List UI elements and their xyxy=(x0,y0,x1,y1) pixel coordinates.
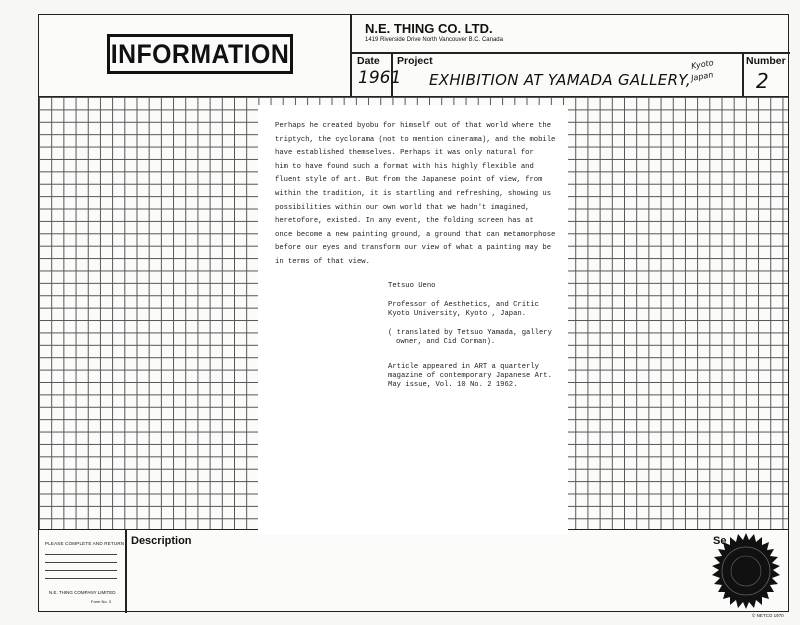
seal-label: Se xyxy=(713,535,727,547)
text-line: fluent style of art. But from the Japanese point of view, from xyxy=(275,176,543,185)
write-line xyxy=(45,562,117,563)
text-line: have established themselves. Perhaps it was only natural for xyxy=(275,149,534,158)
complete-label: PLEASE COMPLETE AND RETURN xyxy=(45,541,125,546)
information-form xyxy=(38,14,789,612)
source-note xyxy=(388,363,552,390)
author-name: Tetsuo Ueno xyxy=(388,282,436,290)
author-title-line: Kyoto University, Kyoto , Japan. xyxy=(388,310,527,318)
title-box xyxy=(107,34,293,74)
source-line: May issue, Vol. 10 No. 2 1962. xyxy=(388,381,518,389)
number-value: 2 xyxy=(756,69,769,93)
number-label: Number xyxy=(746,55,786,67)
header-divider xyxy=(350,15,352,97)
translation-credit xyxy=(388,329,552,347)
project-location-line1: Kyoto xyxy=(690,58,715,71)
date-value: 1961 xyxy=(358,68,402,88)
seal-icon xyxy=(707,532,785,610)
text-line: possibilities within our own world that we hadn't imagined, xyxy=(275,203,530,212)
footer-company-label: N.E. THING COMPANY LIMITED xyxy=(49,590,116,595)
form-header xyxy=(39,15,788,97)
project-value: EXHIBITION AT YAMADA GALLERY, xyxy=(429,71,691,89)
author-title-line: Professor of Aesthetics, and Critic xyxy=(388,301,539,309)
source-line: magazine of contemporary Japanese Art. xyxy=(388,372,552,380)
company-name: N.E. THING CO. LTD. xyxy=(365,21,493,36)
translation-line: ( translated by Tetsuo Yamada, gallery xyxy=(388,329,552,337)
header-row-divider xyxy=(350,52,790,54)
text-line: before our eyes and transform our view of what a painting may be xyxy=(275,244,552,253)
number-divider xyxy=(742,52,744,97)
project-location-line2: Japan xyxy=(690,70,714,83)
footer-divider xyxy=(125,530,127,613)
description-label: Description xyxy=(131,535,192,547)
form-footer xyxy=(39,530,788,613)
date-label: Date xyxy=(357,55,380,67)
author-title xyxy=(388,301,539,319)
text-line: triptych, the cyclorama (not to mention cinerama), and the mobile xyxy=(275,135,556,144)
document-body xyxy=(275,120,555,270)
company-address: 1419 Riverside Drive North Vancouver B.C. Canada xyxy=(365,37,503,43)
text-line: once become a new painting ground, a ground that can metamorphose xyxy=(275,230,556,239)
translation-line: owner, and Cid Corman). xyxy=(396,338,496,346)
form-number: Form No. 3 xyxy=(91,599,112,604)
text-line: him to have found such a format with his highly flexible and xyxy=(275,162,534,171)
source-line: Article appeared in ART a quarterly xyxy=(388,363,539,371)
text-line: heretofore, existed. In any event, the folding screen has at xyxy=(275,217,534,226)
form-title: INFORMATION xyxy=(110,38,290,69)
write-line xyxy=(45,570,117,571)
project-label: Project xyxy=(397,55,433,67)
text-line: Perhaps he created byobu for himself out of that world where the xyxy=(275,122,552,130)
write-line xyxy=(45,578,117,579)
text-line: in terms of that view. xyxy=(275,257,370,266)
typed-document xyxy=(258,105,568,535)
copyright-note: © NETCO 1970 xyxy=(752,613,784,618)
write-line xyxy=(45,554,117,555)
text-line: within the tradition, it is startling and refreshing, showing us xyxy=(275,189,552,198)
